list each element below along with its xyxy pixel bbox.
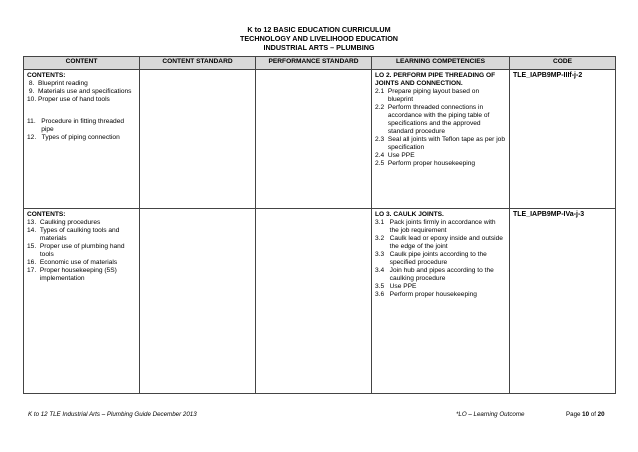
list-item: 16. Economic use of materials <box>27 259 118 266</box>
footer-page-number: Page 10 of 20 <box>566 411 605 418</box>
content-cell <box>24 70 140 209</box>
table-row <box>24 209 616 394</box>
col-header-content: CONTENT <box>24 57 140 70</box>
footer-lo-note: *LO – Learning Outcome <box>456 411 525 418</box>
performance-standard-cell <box>256 70 372 209</box>
content-list-b <box>27 118 136 142</box>
doc-title-line1: K to 12 BASIC EDUCATION CURRICULUM <box>247 25 391 34</box>
learning-outcome-title: LO 3. CAULK JOINTS. <box>375 211 444 218</box>
list-item: 8. Blueprint reading <box>27 80 88 87</box>
list-item: 14. Types of caulking tools and materials <box>27 227 120 242</box>
list-item: 13. Caulking procedures <box>27 219 101 226</box>
col-header-learning-competencies: LEARNING COMPETENCIES <box>372 57 510 70</box>
content-list-a <box>27 80 136 104</box>
content-title: CONTENTS: <box>27 72 66 79</box>
list-item: 12. Types of piping connection <box>27 134 120 141</box>
learning-competencies-cell <box>372 70 510 209</box>
content-cell <box>24 209 140 394</box>
doc-title-line2: TECHNOLOGY AND LIVELIHOOD EDUCATION <box>240 34 398 43</box>
list-item: 11. Procedure in fitting threaded pipe <box>27 118 125 133</box>
list-item: 2.5 Perform proper housekeeping <box>375 160 476 167</box>
list-item: 15. Proper use of plumbing hand tools <box>27 243 125 258</box>
list-item: 3.2 Caulk lead or epoxy inside and outside the edge of the joint <box>375 235 503 250</box>
list-item: 2.3 Seal all joints with Teflon tape as per job specification <box>375 136 506 151</box>
content-standard-cell <box>140 70 256 209</box>
content-list-a <box>27 219 136 283</box>
table-row <box>24 70 616 209</box>
code-cell <box>510 209 616 394</box>
list-item: 2.2 Perform threaded connections in accordance with the piping table of specifications and the approved standard procedure <box>375 104 490 135</box>
content-standard-cell <box>140 209 256 394</box>
col-header-code: CODE <box>510 57 616 70</box>
list-item: 3.3 Caulk pipe joints according to the specified procedure <box>375 251 487 266</box>
competency-code: TLE_IAPB9MP-IVa-j-3 <box>513 211 585 218</box>
list-item: 3.5 Use PPE <box>375 283 417 290</box>
performance-standard-cell <box>256 209 372 394</box>
learning-outcome-title: LO 2. PERFORM PIPE THREADING OF JOINTS AND CONNECTION. <box>375 72 496 87</box>
list-item: 9. Materials use and specifications <box>27 88 132 95</box>
content-title: CONTENTS: <box>27 211 66 218</box>
list-item: 3.4 Join hub and pipes according to the caulking procedure <box>375 267 494 282</box>
list-item: 17. Proper housekeeping (5S) implementation <box>27 267 117 282</box>
code-cell <box>510 70 616 209</box>
table-header-row <box>24 57 616 70</box>
curriculum-table <box>23 56 616 394</box>
list-item: 2.1 Prepare piping layout based on blueprint <box>375 88 480 103</box>
list-item: 3.6 Perform proper housekeeping <box>375 291 477 298</box>
footer-doc-title: K to 12 TLE Industrial Arts – Plumbing Guide December 2013 <box>28 411 197 418</box>
competency-code: TLE_IAPB9MP-IIIf-j-2 <box>513 72 583 79</box>
learning-competencies-cell <box>372 209 510 394</box>
col-header-performance-standard: PERFORMANCE STANDARD <box>256 57 372 70</box>
col-header-content-standard: CONTENT STANDARD <box>140 57 256 70</box>
list-item: 2.4 Use PPE <box>375 152 415 159</box>
list-item: 10. Proper use of hand tools <box>27 96 110 103</box>
doc-title-line3: INDUSTRIAL ARTS – PLUMBING <box>263 43 375 52</box>
list-item: 3.1 Pack joints firmly in accordance with the job requirement <box>375 219 496 234</box>
